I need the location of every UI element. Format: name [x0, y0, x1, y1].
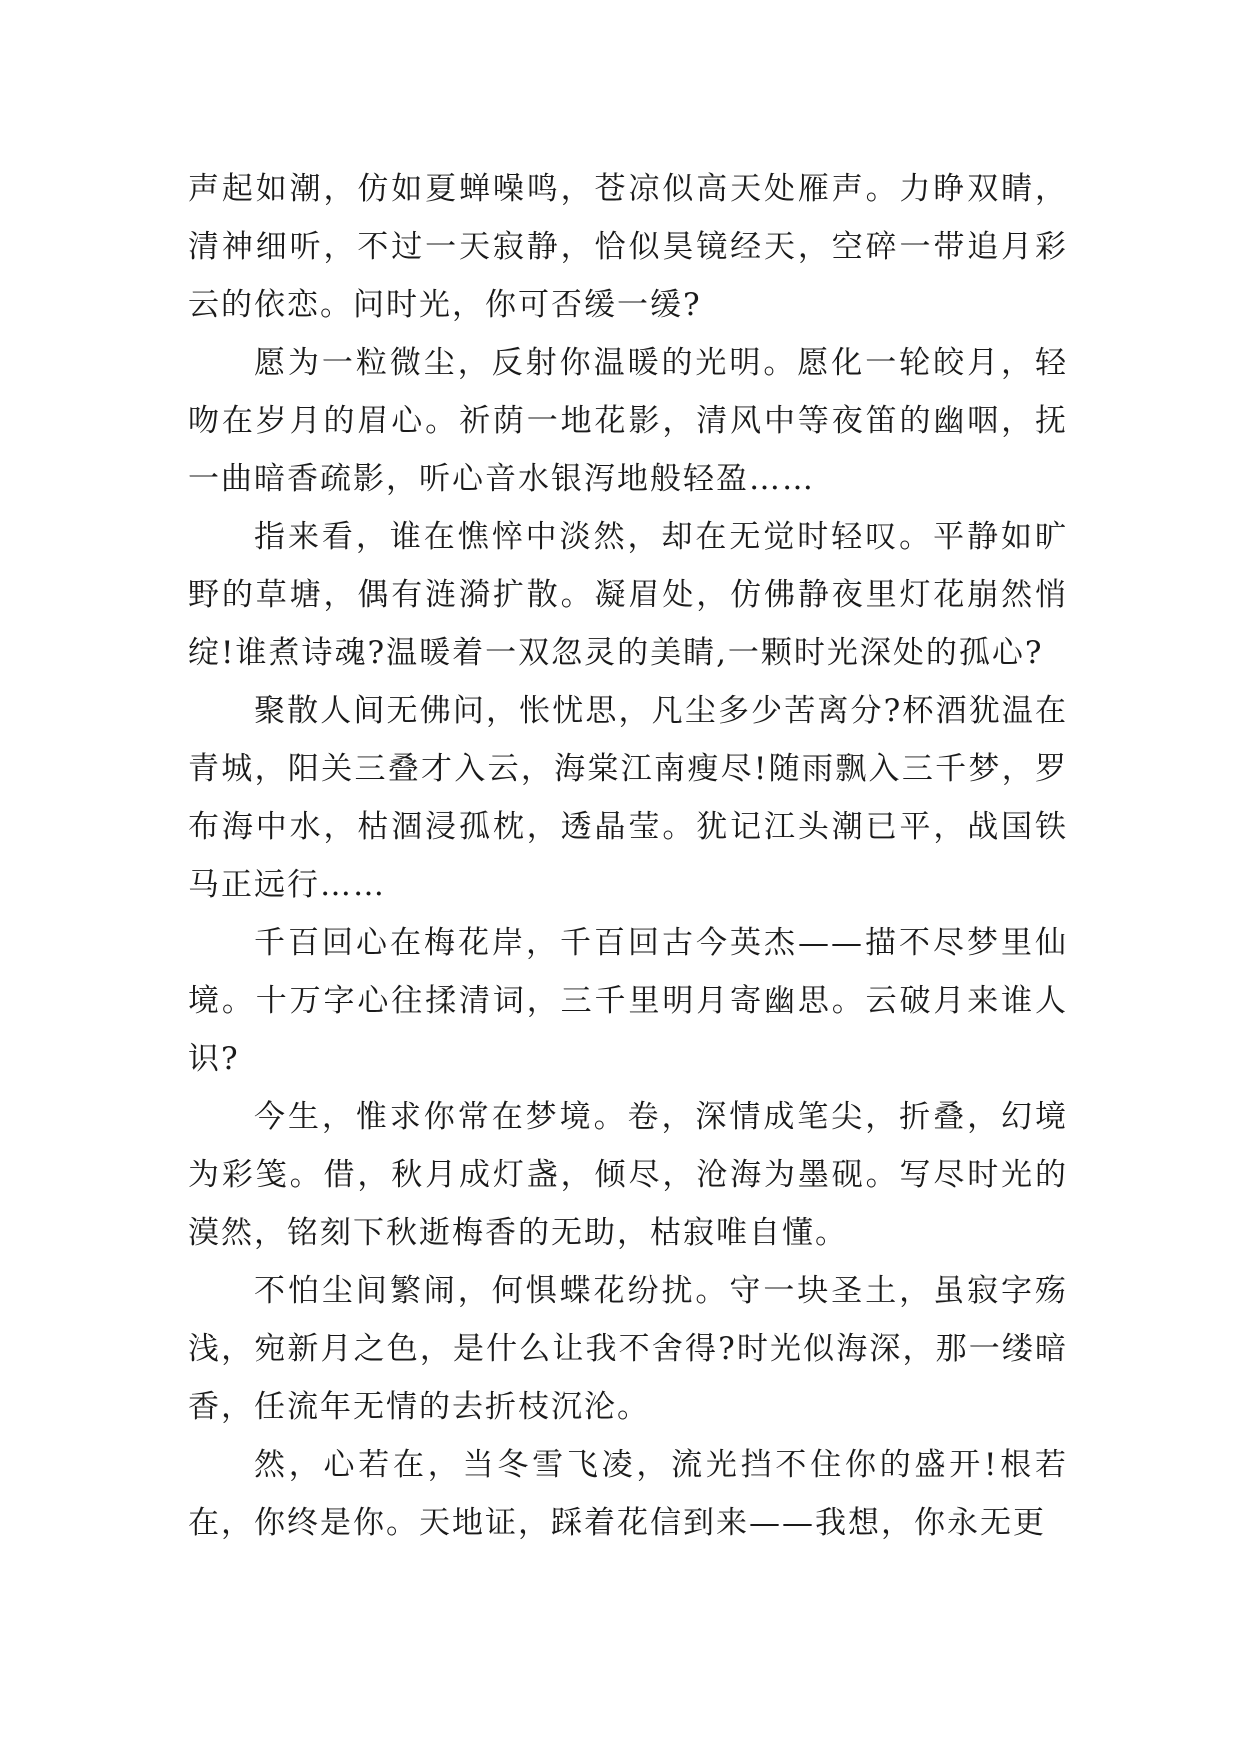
paragraph-4: 聚散人间无佛问，怅忧思，凡尘多少苦离分?杯酒犹温在青城，阳关三叠才入云，海棠江南瘦尽!随雨飘入三千梦，罗布海中水，枯涸浸孤枕，透晶莹。犹记江头潮已平，战国铁马正远行……	[188, 693, 1068, 903]
paragraph-6: 今生，惟求你常在梦境。卷，深情成笔尖，折叠，幻境为彩笺。借，秋月成灯盏，倾尽，沧海为墨砚。写尽时光的漠然，铭刻下秋逝梅香的无助，枯寂唯自懂。	[188, 1099, 1068, 1251]
paragraph-5: 千百回心在梅花岸，千百回古今英杰——描不尽梦里仙境。十万字心往揉清词，三千里明月寄幽思。云破月来谁人识?	[188, 925, 1068, 1077]
paragraph-7: 不怕尘间繁闹，何惧蝶花纷扰。守一块圣土，虽寂字殇浅，宛新月之色，是什么让我不舍得?时光似海深，那一缕暗香，任流年无情的去折枝沉沦。	[188, 1273, 1068, 1425]
paragraph-2: 愿为一粒微尘，反射你温暖的光明。愿化一轮皎月，轻吻在岁月的眉心。祈荫一地花影，清风中等夜笛的幽咽，抚一曲暗香疏影，听心音水银泻地般轻盈……	[188, 345, 1068, 497]
paragraph-1: 声起如潮，仿如夏蝉噪鸣，苍凉似高天处雁声。力睁双睛，清神细听，不过一天寂静，恰似昊镜经天，空碎一带追月彩云的依恋。问时光，你可否缓一缓?	[188, 171, 1068, 323]
body-text	[188, 160, 1068, 1552]
paragraph-8: 然，心若在，当冬雪飞凌，流光挡不住你的盛开!根若在，你终是你。天地证，踩着花信到来——我想，你永无更	[188, 1447, 1068, 1541]
paragraph-3: 指来看，谁在憔悴中淡然，却在无觉时轻叹。平静如旷野的草塘，偶有涟漪扩散。凝眉处，仿佛静夜里灯花崩然悄绽!谁煮诗魂?温暖着一双忽灵的美睛,一颗时光深处的孤心?	[188, 519, 1068, 671]
